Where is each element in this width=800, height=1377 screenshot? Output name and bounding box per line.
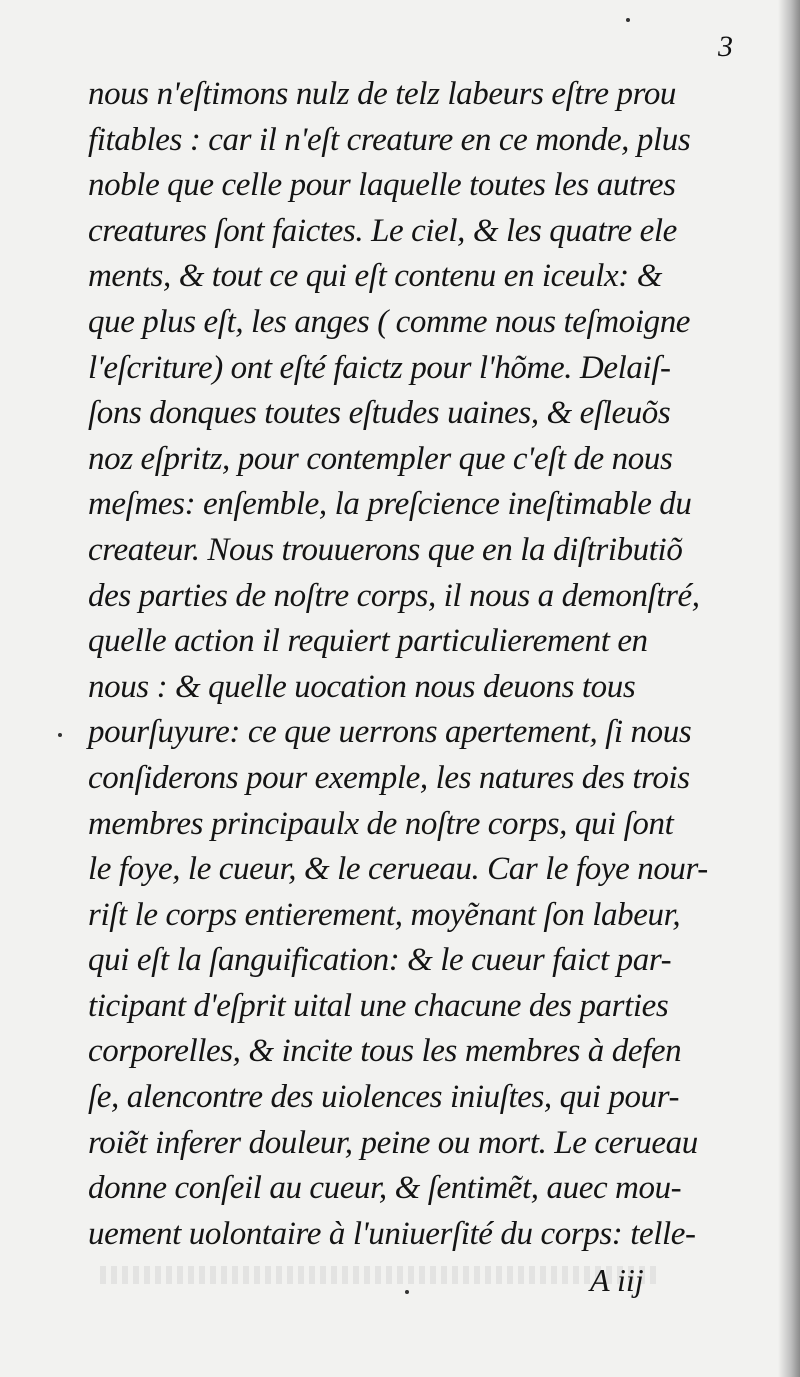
show-through-text	[100, 1266, 660, 1284]
text-line: uement uolontaire à l'uniuerſité du corps: telle-	[88, 1215, 696, 1252]
ink-speck	[405, 1290, 409, 1294]
text-line: pourſuyure: ce que uerrons apertement, ſi nous	[88, 714, 692, 751]
text-line: corporelles, & incite tous les membres à defen	[88, 1033, 682, 1070]
text-line: l'eſcriture) ont eſté faictz pour l'hõme. Delaiſ-	[88, 349, 671, 386]
text-line: le foye, le cueur, & le cerueau. Car le foye nour-	[88, 851, 708, 888]
text-line: ments, & tout ce qui eſt contenu en iceulx: &	[88, 258, 662, 295]
text-line: membres principaulx de noſtre corps, qui ſont	[88, 805, 674, 842]
text-line: noble que celle pour laquelle toutes les autres	[88, 167, 676, 204]
text-line: nous : & quelle uocation nous deuons tous	[88, 668, 636, 705]
text-line: ſe, alencontre des uiolences iniuſtes, qui pour-	[88, 1079, 680, 1116]
ink-speck	[626, 18, 630, 22]
text-line: donne conſeil au cueur, & ſentimẽt, auec mou-	[88, 1170, 682, 1207]
body-text	[88, 72, 748, 1257]
text-line: createur. Nous trouuerons que en la diſtributiõ	[88, 531, 683, 568]
text-line: ſons donques toutes eſtudes uaines, & eſleuõs	[88, 395, 671, 432]
page-edge-shadow	[778, 0, 800, 1377]
text-line: qui eſt la ſanguification: & le cueur faict par-	[88, 942, 672, 979]
text-line: des parties de noſtre corps, il nous a demonſtré,	[88, 577, 700, 614]
text-line: riſt le corps entierement, moyẽnant ſon labeur,	[88, 896, 681, 933]
text-line: creatures ſont faictes. Le ciel, & les quatre ele	[88, 212, 677, 249]
page-number: 3	[718, 30, 733, 63]
text-line: meſmes: enſemble, la preſcience ineſtimable du	[88, 486, 692, 523]
text-line: roiẽt inferer douleur, peine ou mort. Le cerueau	[88, 1124, 698, 1161]
text-line: nous n'eſtimons nulz de telz labeurs eſtre prou	[88, 76, 677, 112]
text-line: quelle action il requiert particulierement en	[88, 623, 648, 660]
text-line: noz eſpritz, pour contempler que c'eſt de nous	[88, 440, 673, 477]
text-line: conſiderons pour exemple, les natures des trois	[88, 759, 690, 796]
text-line: ticipant d'eſprit uital une chacune des parties	[88, 987, 669, 1024]
text-line: fitables : car il n'eſt creature en ce monde, plus	[88, 121, 691, 158]
text-line: que plus eſt, les anges ( comme nous teſmoigne	[88, 303, 691, 340]
ink-speck	[58, 733, 62, 737]
signature-mark: A iij	[590, 1262, 644, 1298]
